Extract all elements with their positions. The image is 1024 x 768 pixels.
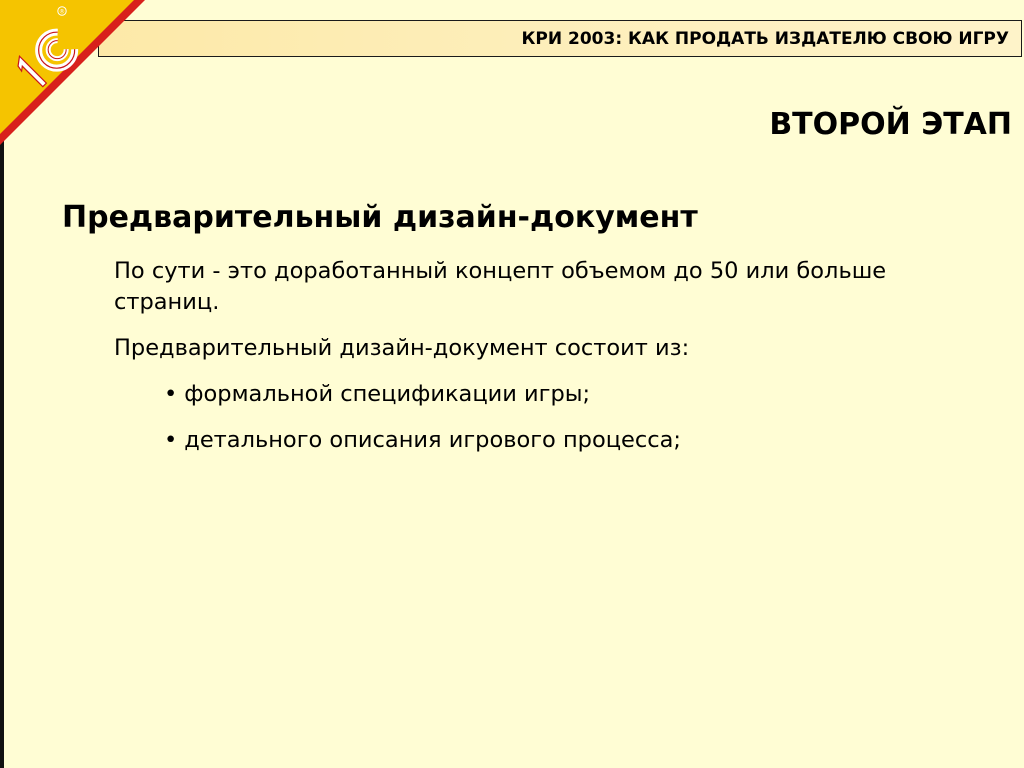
bullet-item bbox=[164, 425, 681, 456]
section-title: Предварительный дизайн-документ bbox=[62, 200, 698, 235]
bullet-mark: • bbox=[164, 381, 178, 407]
svg-text:®: ® bbox=[59, 8, 65, 16]
bullet-mark: • bbox=[164, 427, 178, 453]
registered-mark bbox=[58, 7, 66, 16]
bullet-text: формальной спецификации игры; bbox=[184, 381, 591, 407]
paragraph-summary: По сути - это доработанный концепт объемом до 50 или больше страниц. bbox=[114, 258, 887, 315]
bullet-text: детального описания игрового процесса; bbox=[184, 427, 681, 453]
header-title: КРИ 2003: КАК ПРОДАТЬ ИЗДАТЕЛЮ СВОЮ ИГРУ bbox=[521, 29, 1009, 49]
left-border-line bbox=[0, 130, 4, 768]
1c-logo-icon bbox=[0, 0, 145, 145]
paragraph-composition: Предварительный дизайн-документ состоит из: bbox=[114, 335, 690, 361]
bullet-item bbox=[164, 379, 590, 410]
header-bar bbox=[98, 20, 1022, 57]
stage-title: ВТОРОЙ ЭТАП bbox=[769, 107, 1012, 142]
